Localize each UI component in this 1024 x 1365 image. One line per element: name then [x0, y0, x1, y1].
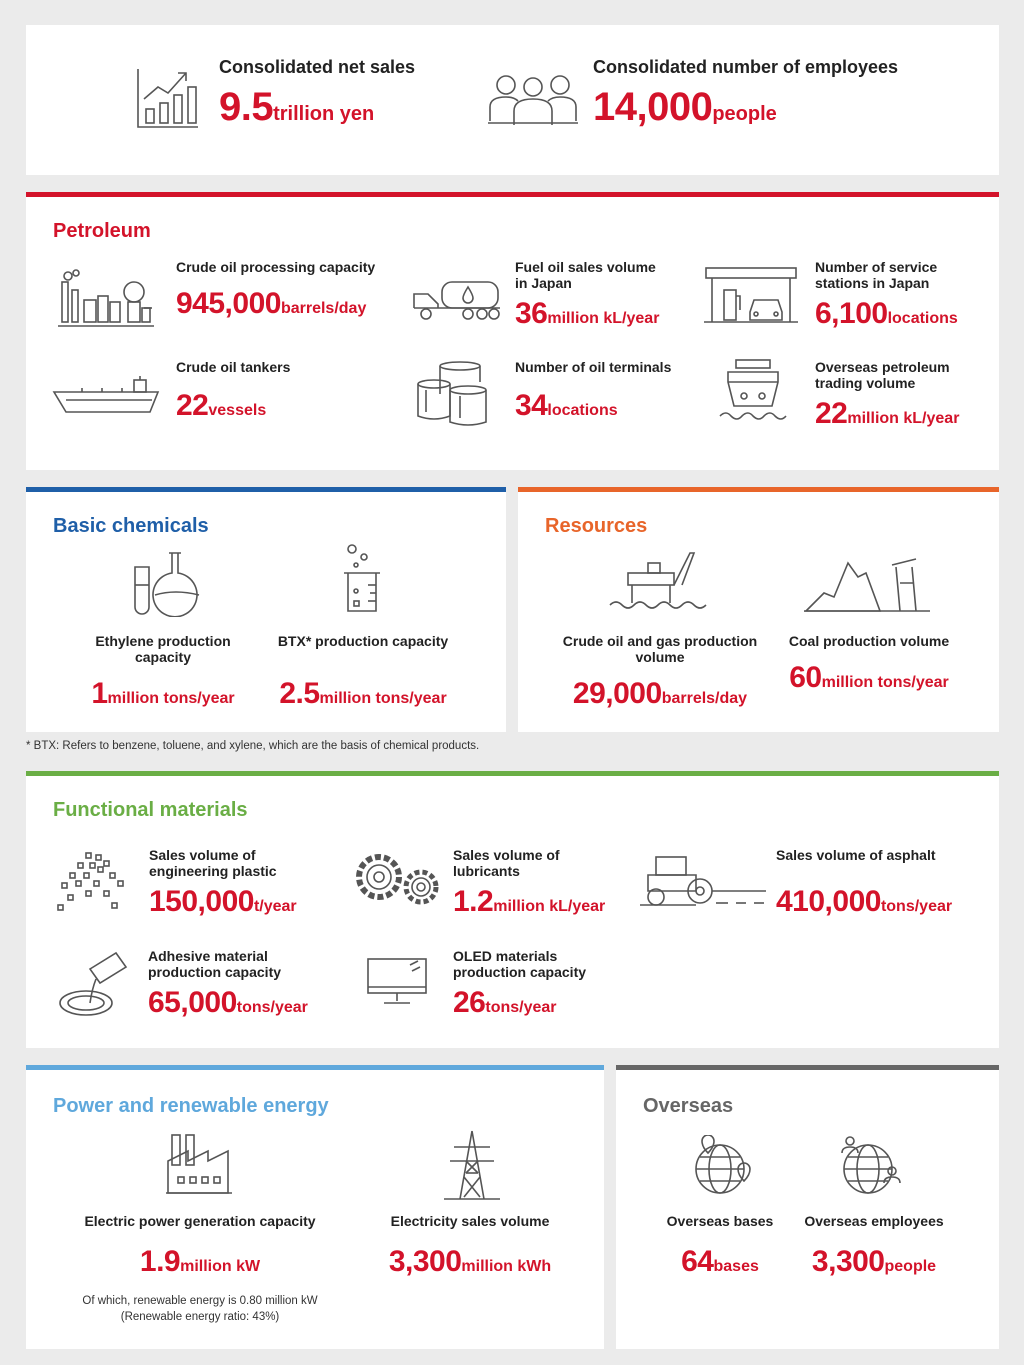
- functional-materials-title: Functional materials: [53, 799, 248, 821]
- functional-materials-card: [26, 771, 999, 1048]
- net-sales: [219, 59, 415, 130]
- oil-terminal-icon: [416, 360, 488, 428]
- service-station-icon: [704, 266, 798, 324]
- overseas-item-2-unit: people: [884, 1258, 937, 1275]
- functional-item-5-value: 26: [453, 986, 486, 1019]
- power-item-1-unit: million kW: [180, 1258, 261, 1275]
- petroleum-item-3-value: 6,100: [815, 297, 888, 330]
- overseas-item-1: [650, 1213, 790, 1279]
- power-title: Power and renewable energy: [53, 1095, 329, 1117]
- petroleum-item-3-unit: locations: [887, 310, 958, 327]
- overseas-item-2-value: 3,300: [811, 1245, 885, 1278]
- resources-item-2: [774, 633, 964, 695]
- overseas-bar: [616, 1065, 999, 1070]
- functional-item-5: [453, 948, 613, 1020]
- basic-chemicals-item-1-value: 1: [91, 677, 108, 710]
- functional-item-1-value: 150,000: [149, 885, 254, 918]
- pellets-icon: [56, 851, 128, 913]
- power-item-1-label: Electric power generation capacity: [84, 1213, 316, 1229]
- functional-item-4-value: 65,000: [148, 986, 237, 1019]
- factory-icon: [166, 1131, 232, 1197]
- people-group-icon: [488, 73, 578, 127]
- petroleum-bar: [26, 192, 999, 197]
- functional-item-3-unit: tons/year: [880, 898, 953, 915]
- functional-item-2: [453, 847, 605, 919]
- basic-chemicals-item-2: [258, 633, 468, 711]
- resources-item-1-unit: barrels/day: [661, 690, 748, 707]
- overseas-item-1-unit: bases: [713, 1258, 759, 1275]
- functional-item-2-unit: million kL/year: [493, 898, 606, 915]
- net-sales-label: Consolidated net sales: [219, 57, 416, 77]
- basic-chemicals-item-2-unit: million tons/year: [319, 690, 447, 707]
- mine-pumpjack-icon: [804, 553, 932, 615]
- power-item-2: [360, 1213, 580, 1279]
- basic-chemicals-item-1-unit: million tons/year: [107, 690, 235, 707]
- petroleum-item-6-label: Overseas petroleum trading volume: [815, 359, 950, 391]
- petroleum-item-2: [515, 259, 665, 331]
- functional-materials-bar: [26, 771, 999, 776]
- petroleum-item-1: [176, 259, 406, 321]
- overseas-title: Overseas: [643, 1095, 734, 1117]
- overseas-item-2-label: Overseas employees: [804, 1213, 944, 1229]
- btx-footnote: * BTX: Refers to benzene, toluene, and xylene, which are the basis of chemical products.: [26, 740, 480, 752]
- petroleum-item-4-value: 22: [176, 389, 209, 422]
- resources-bar: [518, 487, 999, 492]
- functional-item-4: [148, 948, 308, 1020]
- petroleum-item-5-unit: locations: [547, 402, 618, 419]
- petroleum-item-6-value: 22: [815, 397, 848, 430]
- overseas-item-1-label: Overseas bases: [666, 1213, 774, 1229]
- power-bar: [26, 1065, 604, 1070]
- adhesive-icon: [56, 949, 132, 1019]
- flask-icon: [131, 549, 201, 617]
- basic-chemicals-bar: [26, 487, 506, 492]
- functional-item-2-label: Sales volume of lubricants: [453, 847, 560, 879]
- petroleum-item-6: [815, 359, 985, 431]
- overseas-item-1-value: 64: [681, 1245, 714, 1278]
- petroleum-item-2-value: 36: [515, 297, 548, 330]
- growth-chart-icon: [134, 65, 200, 131]
- net-sales-value: 9.5: [219, 85, 274, 129]
- resources-item-1-label: Crude oil and gas production volume: [562, 633, 758, 665]
- functional-item-4-unit: tons/year: [236, 999, 308, 1016]
- power-item-2-value: 3,300: [388, 1245, 462, 1278]
- petroleum-item-6-unit: million kL/year: [847, 410, 960, 427]
- resources-title: Resources: [545, 515, 648, 537]
- resources-item-2-label: Coal production volume: [788, 633, 950, 649]
- petroleum-item-3-label: Number of service stations in Japan: [815, 259, 938, 291]
- functional-item-4-label: Adhesive material production capacity: [148, 948, 282, 980]
- employees-unit: people: [712, 103, 777, 125]
- basic-chemicals-item-2-label: BTX* production capacity: [277, 633, 449, 649]
- petroleum-title: Petroleum: [53, 220, 151, 242]
- power-item-1-value: 1.9: [139, 1245, 181, 1278]
- petroleum-item-4: [176, 359, 290, 423]
- employees-value: 14,000: [593, 85, 713, 129]
- petroleum-item-1-unit: barrels/day: [280, 300, 367, 317]
- basic-chemicals-item-2-value: 2.5: [279, 677, 320, 710]
- petroleum-item-5: [515, 359, 671, 423]
- net-sales-unit: trillion yen: [273, 103, 375, 125]
- functional-item-5-label: OLED materials production capacity: [453, 948, 587, 980]
- petroleum-item-5-label: Number of oil terminals: [515, 359, 672, 375]
- tank-truck-icon: [410, 278, 502, 322]
- functional-item-1-unit: t/year: [253, 898, 297, 915]
- petroleum-item-5-value: 34: [515, 389, 548, 422]
- overseas-item-2: [792, 1213, 956, 1279]
- functional-item-2-value: 1.2: [453, 885, 494, 918]
- resources-item-2-unit: million tons/year: [821, 674, 949, 691]
- functional-item-1: [149, 847, 299, 919]
- petroleum-item-1-value: 945,000: [176, 287, 281, 320]
- globe-people-icon: [838, 1135, 902, 1199]
- petroleum-item-3: [815, 259, 975, 331]
- basic-chemicals-item-1: [78, 633, 248, 711]
- functional-item-3-label: Sales volume of asphalt: [776, 847, 936, 863]
- road-roller-icon: [640, 855, 770, 911]
- overseas-card: [616, 1065, 999, 1349]
- functional-item-1-label: Sales volume of engineering plastic: [149, 847, 277, 879]
- basic-chemicals-card: [26, 487, 506, 732]
- power-item-1: [60, 1213, 340, 1325]
- beaker-icon: [340, 543, 384, 617]
- transmission-tower-icon: [444, 1129, 500, 1201]
- resources-item-1-value: 29,000: [572, 677, 662, 710]
- resources-card: [518, 487, 999, 732]
- petroleum-item-4-label: Crude oil tankers: [176, 359, 291, 375]
- employees-label: Consolidated number of employees: [593, 57, 899, 77]
- petroleum-item-2-unit: million kL/year: [547, 310, 660, 327]
- petroleum-item-4-unit: vessels: [208, 402, 267, 419]
- renewable-ratio-note: (Renewable energy ratio: 43%): [120, 1311, 280, 1323]
- ship-front-icon: [718, 358, 788, 424]
- petroleum-item-1-label: Crude oil processing capacity: [176, 259, 376, 275]
- globe-pin-icon: [690, 1135, 754, 1199]
- monitor-icon: [366, 957, 428, 1007]
- power-item-2-unit: million kWh: [461, 1258, 552, 1275]
- gears-icon: [351, 849, 443, 911]
- petroleum-card: [26, 192, 999, 470]
- functional-item-3-value: 410,000: [776, 885, 881, 918]
- resources-item-1: [560, 633, 760, 711]
- tanker-ship-icon: [52, 376, 162, 416]
- offshore-rig-icon: [608, 551, 710, 615]
- basic-chemicals-title: Basic chemicals: [53, 515, 209, 537]
- functional-item-3: [776, 847, 952, 919]
- resources-item-2-value: 60: [789, 661, 822, 694]
- functional-item-5-unit: tons/year: [485, 999, 557, 1016]
- renewable-note: Of which, renewable energy is 0.80 million kW: [82, 1295, 318, 1307]
- refinery-icon: [58, 268, 154, 330]
- power-card: [26, 1065, 604, 1349]
- power-item-2-label: Electricity sales volume: [390, 1213, 550, 1229]
- summary-card: [26, 25, 999, 175]
- employees: [593, 59, 898, 130]
- basic-chemicals-item-1-label: Ethylene production capacity: [95, 633, 231, 665]
- petroleum-item-2-label: Fuel oil sales volume in Japan: [515, 259, 656, 291]
